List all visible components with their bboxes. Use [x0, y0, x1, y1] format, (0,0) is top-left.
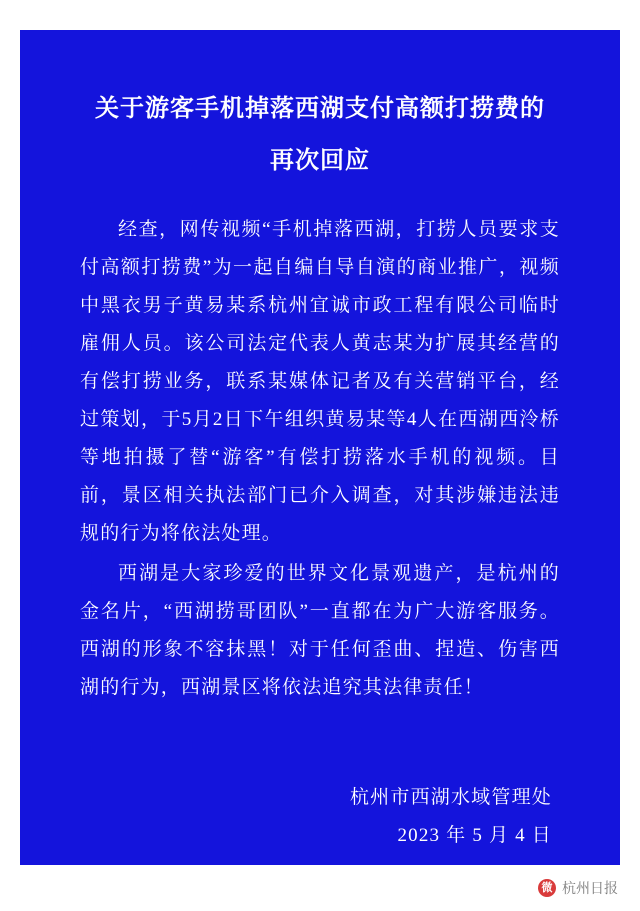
source-label: 杭州日报: [562, 880, 618, 896]
signature-block: [80, 779, 560, 855]
signature-organization: 杭州市西湖水域管理处: [349, 787, 552, 808]
weibo-icon: 微: [538, 879, 556, 897]
statement-body: [80, 211, 560, 707]
page-title: [80, 85, 560, 185]
statement-card: [20, 30, 620, 865]
title-line-2: 再次回应: [270, 148, 370, 174]
source-attribution[interactable]: [538, 878, 618, 898]
signature-date: 2023 年 5 月 4 日: [397, 825, 552, 846]
paragraph-1: 经查，网传视频“手机掉落西湖，打捞人员要求支付高额打捞费”为一起自编自导自演的商业推广，视频中黑衣男子黄易某系杭州宜诚市政工程有限公司临时雇佣人员。该公司法定代表人黄志某为扩展其经营的有偿打捞业务，联系某媒体记者及有关营销平台，经过策划，于5月2日下午组织黄易某等4人在西湖西泠桥等地拍摄了替“游客”有偿打捞落水手机的视频。目前，景区相关执法部门已介入调查，对其涉嫌违法违规的行为将依法处理。: [80, 219, 560, 544]
paragraph-2: 西湖是大家珍爱的世界文化景观遗产，是杭州的金名片，“西湖捞哥团队”一直都在为广大游客服务。西湖的形象不容抹黑！对于任何歪曲、捏造、伤害西湖的行为，西湖景区将依法追究其法律责任！: [80, 563, 560, 698]
title-line-1: 关于游客手机掉落西湖支付高额打捞费的: [95, 96, 545, 122]
